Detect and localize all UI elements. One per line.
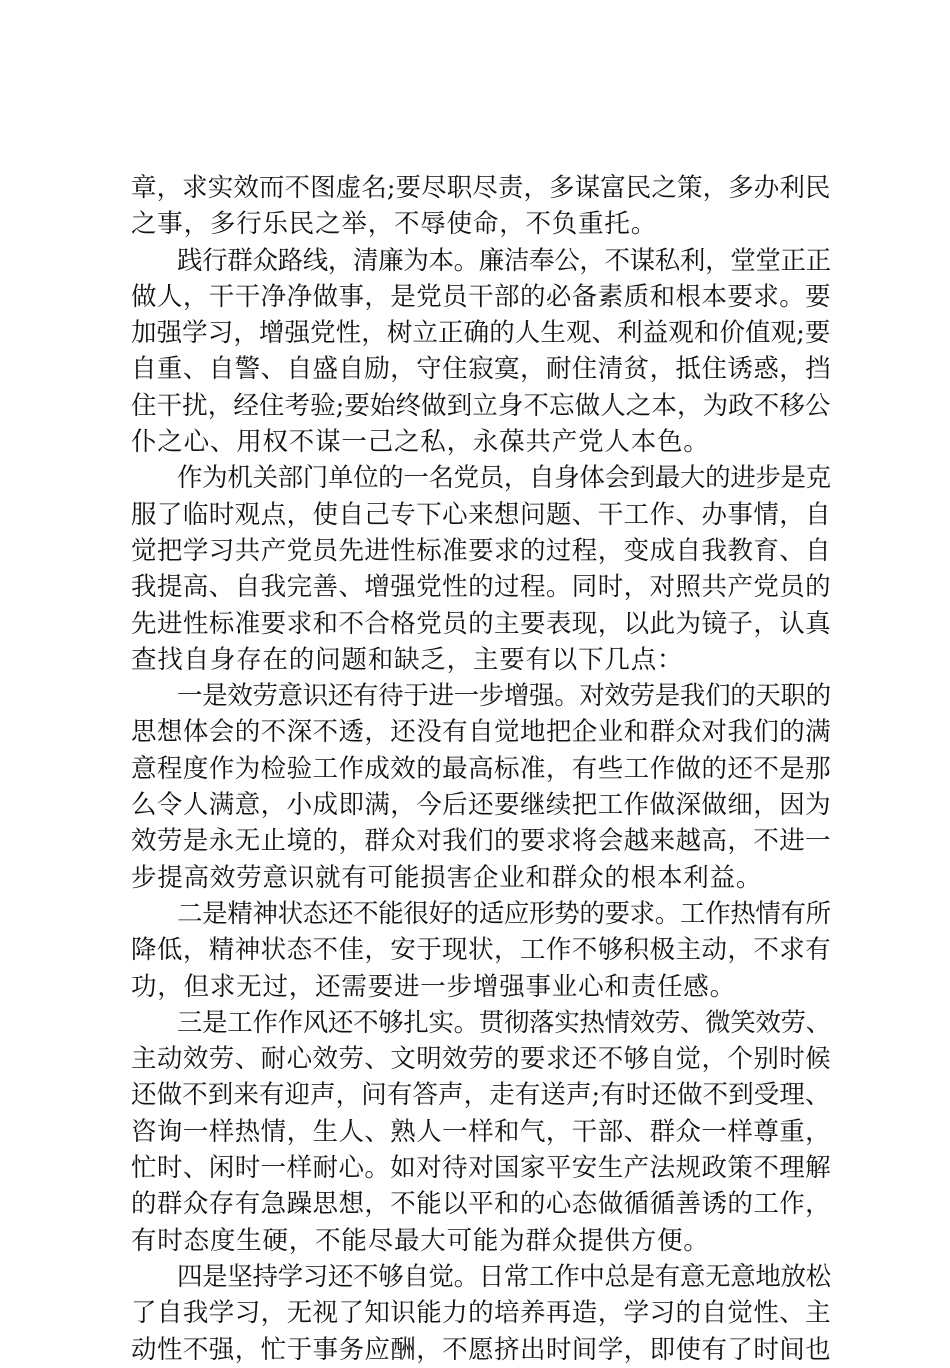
text-line: 步提高效劳意识就有可能损害企业和群众的根本利益。	[131, 862, 763, 893]
text-line: 功，但求无过，还需要进一步增强事业心和责任感。	[131, 971, 736, 1002]
paragraph-first-line: 四是坚持学习还不够自觉。日常工作中总是有意无意地放松	[177, 1261, 831, 1292]
document-body	[131, 170, 831, 1368]
text-line: 住干扰，经住考验;要始终做到立身不忘做人之本，为政不移公	[131, 390, 831, 421]
text-line: 忙时、闲时一样耐心。如对待对国家平安生产法规政策不理解	[131, 1153, 832, 1184]
text-line: 查找自身存在的问题和缺乏，主要有以下几点：	[131, 644, 684, 675]
text-line: 意程度作为检验工作成效的最高标准，有些工作做的还不是那	[131, 753, 832, 784]
text-line: 降低，精神状态不佳，安于现状，工作不够积极主动，不求有	[131, 935, 832, 966]
paragraph-first-line: 践行群众路线，清廉为本。廉洁奉公，不谋私利，堂堂正正	[177, 245, 831, 276]
text-line: 之事，多行乐民之举，不辱使命，不负重托。	[131, 209, 658, 240]
text-line: 觉把学习共产党员先进性标准要求的过程，变成自我教育、自	[131, 535, 832, 566]
text-line: 思想体会的不深不透，还没有自觉地把企业和群众对我们的满	[131, 717, 832, 748]
text-line: 主动效劳、耐心效劳、文明效劳的要求还不够自觉，个别时候	[131, 1044, 832, 1075]
text-line: 自重、自警、自盛自励，守住寂寞，耐住清贫，抵住诱惑，挡	[131, 354, 832, 385]
text-line: 动性不强，忙于事务应酬，不愿挤出时间学，即使有了时间也	[131, 1334, 832, 1365]
paragraph-first-line: 二是精神状态还不能很好的适应形势的要求。工作热情有所	[177, 898, 831, 929]
text-line: 加强学习，增强党性，树立正确的人生观、利益观和价值观;要	[131, 318, 831, 349]
text-line: 有时态度生硬，不能尽最大可能为群众提供方便。	[131, 1225, 710, 1256]
text-line: 效劳是永无止境的，群众对我们的要求将会越来越高，不进一	[131, 826, 832, 857]
text-line: 的群众存有急躁思想，不能以平和的心态做循循善诱的工作，	[131, 1189, 832, 1220]
paragraph-first-line: 三是工作作风还不够扎实。贯彻落实热情效劳、微笑效劳、	[177, 1007, 831, 1038]
paragraph-first-line: 一是效劳意识还有待于进一步增强。对效劳是我们的天职的	[177, 681, 831, 712]
text-line: 服了临时观点，使自己专下心来想问题、干工作、办事情，自	[131, 499, 832, 530]
text-line: 做人，干干净净做事，是党员干部的必备素质和根本要求。要	[131, 281, 832, 312]
text-line: 么令人满意，小成即满，今后还要继续把工作做深做细，因为	[131, 790, 832, 821]
text-line: 仆之心、用权不谋一己之私，永葆共产党人本色。	[131, 427, 710, 458]
text-line: 先进性标准要求和不合格党员的主要表现，以此为镜子，认真	[131, 608, 832, 639]
text-line: 咨询一样热情，生人、熟人一样和气，干部、群众一样尊重，	[131, 1116, 832, 1147]
text-line: 了自我学习，无视了知识能力的培养再造，学习的自觉性、主	[131, 1298, 832, 1329]
text-line: 章，求实效而不图虚名;要尽职尽责，多谋富民之策，多办利民	[131, 173, 831, 203]
text-line: 我提高、自我完善、增强党性的过程。同时，对照共产党员的	[131, 572, 832, 603]
paragraph-first-line: 作为机关部门单位的一名党员，自身体会到最大的进步是克	[177, 463, 831, 494]
text-line: 还做不到来有迎声，问有答声，走有送声;有时还做不到受理、	[131, 1080, 831, 1111]
